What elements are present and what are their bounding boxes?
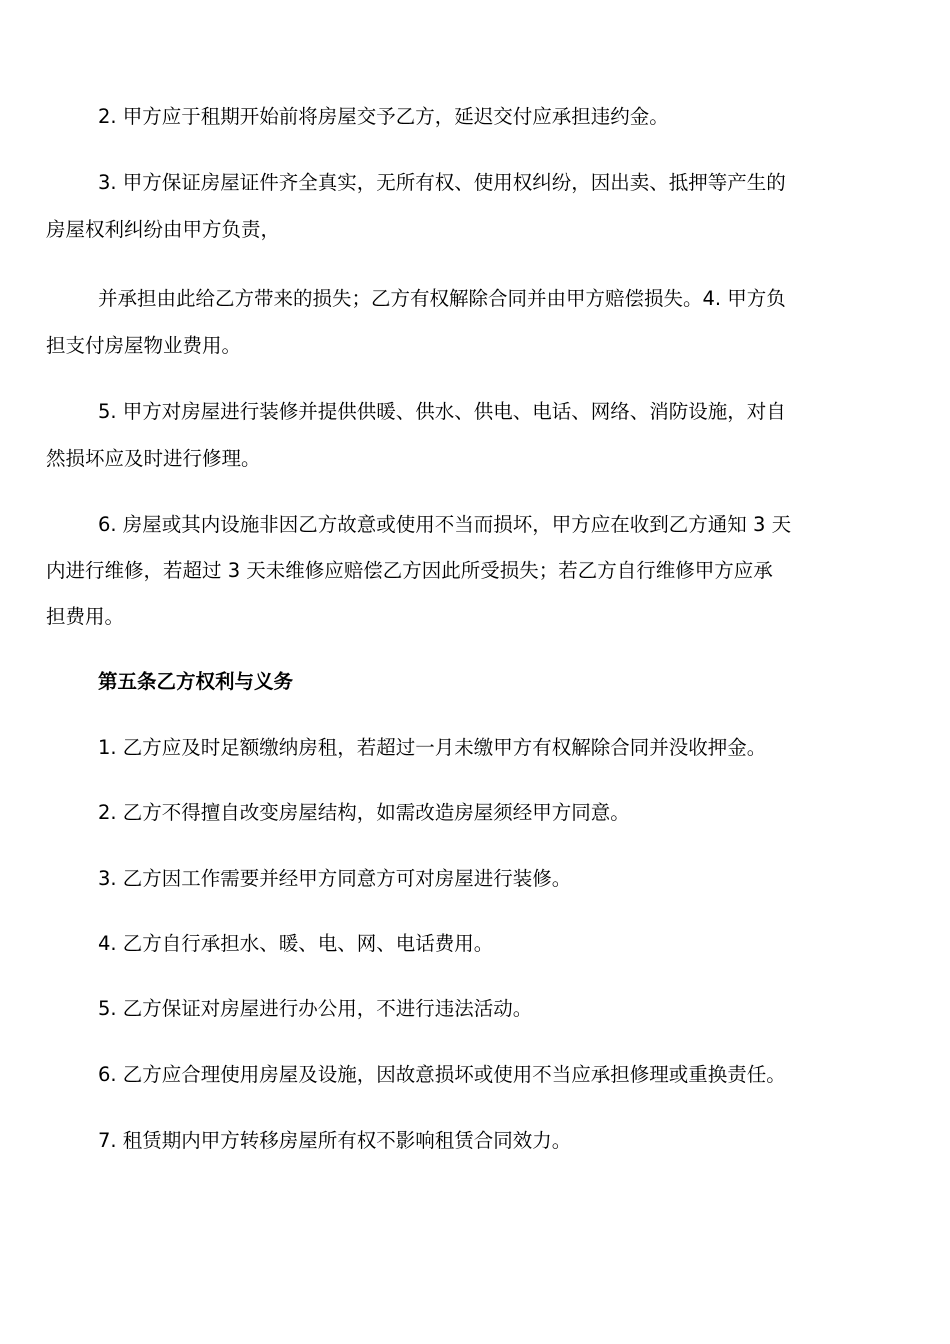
obligation-text: 2. 乙方不得擅自改变房屋结构，如需改造房屋须经甲方同意。: [98, 801, 630, 824]
obligation-item-3: [98, 850, 900, 907]
clause-paragraph-3b-cont: [46, 317, 906, 374]
clause-paragraph-6-cont-2: [46, 588, 906, 645]
paragraph-line: 并承担由此给乙方带来的损失；乙方有权解除合同并由甲方赔偿损失。4. 甲方负: [98, 287, 786, 310]
clause-paragraph-5-cont: [46, 430, 906, 487]
obligation-item-7: [98, 1112, 900, 1169]
paragraph-line: 5. 甲方对房屋进行装修并提供供暖、供水、供电、电话、网络、消防设施，对自: [98, 400, 786, 423]
obligation-item-2: [98, 784, 900, 841]
obligation-text: 7. 租赁期内甲方转移房屋所有权不影响租赁合同效力。: [98, 1129, 572, 1152]
paragraph-line: 房屋权利纠纷由甲方负责，: [46, 218, 281, 241]
paragraph-line: 然损坏应及时进行修理。: [46, 447, 261, 470]
obligation-item-5: [98, 980, 900, 1037]
paragraph-line: 内进行维修，若超过 3 天未维修应赔偿乙方因此所受损失；若乙方自行维修甲方应承: [46, 559, 773, 582]
paragraph-line: 6. 房屋或其内设施非因乙方故意或使用不当而损坏，甲方应在收到乙方通知 3 天: [98, 513, 792, 536]
obligation-item-1: [98, 719, 900, 776]
obligation-item-4: [98, 915, 900, 972]
clause-paragraph-2: [98, 88, 900, 145]
obligation-text: 1. 乙方应及时足额缴纳房租，若超过一月未缴甲方有权解除合同并没收押金。: [98, 736, 767, 759]
clause-paragraph-3-cont: [46, 201, 906, 258]
section-heading-text: 第五条乙方权利与义务: [98, 670, 294, 693]
section-heading: [98, 653, 900, 710]
obligation-item-6: [98, 1046, 900, 1103]
obligation-text: 5. 乙方保证对房屋进行办公用，不进行违法活动。: [98, 997, 533, 1020]
paragraph-line: 2. 甲方应于租期开始前将房屋交予乙方，延迟交付应承担违约金。: [98, 105, 669, 128]
obligation-text: 4. 乙方自行承担水、暖、电、网、电话费用。: [98, 932, 494, 955]
paragraph-line: 3. 甲方保证房屋证件齐全真实，无所有权、使用权纠纷，因出卖、抵押等产生的: [98, 171, 786, 194]
paragraph-line: 担费用。: [46, 605, 125, 628]
obligation-text: 3. 乙方因工作需要并经甲方同意方可对房屋进行装修。: [98, 867, 572, 890]
paragraph-line: 担支付房屋物业费用。: [46, 334, 242, 357]
obligation-text: 6. 乙方应合理使用房屋及设施，因故意损坏或使用不当应承担修理或重换责任。: [98, 1063, 786, 1086]
